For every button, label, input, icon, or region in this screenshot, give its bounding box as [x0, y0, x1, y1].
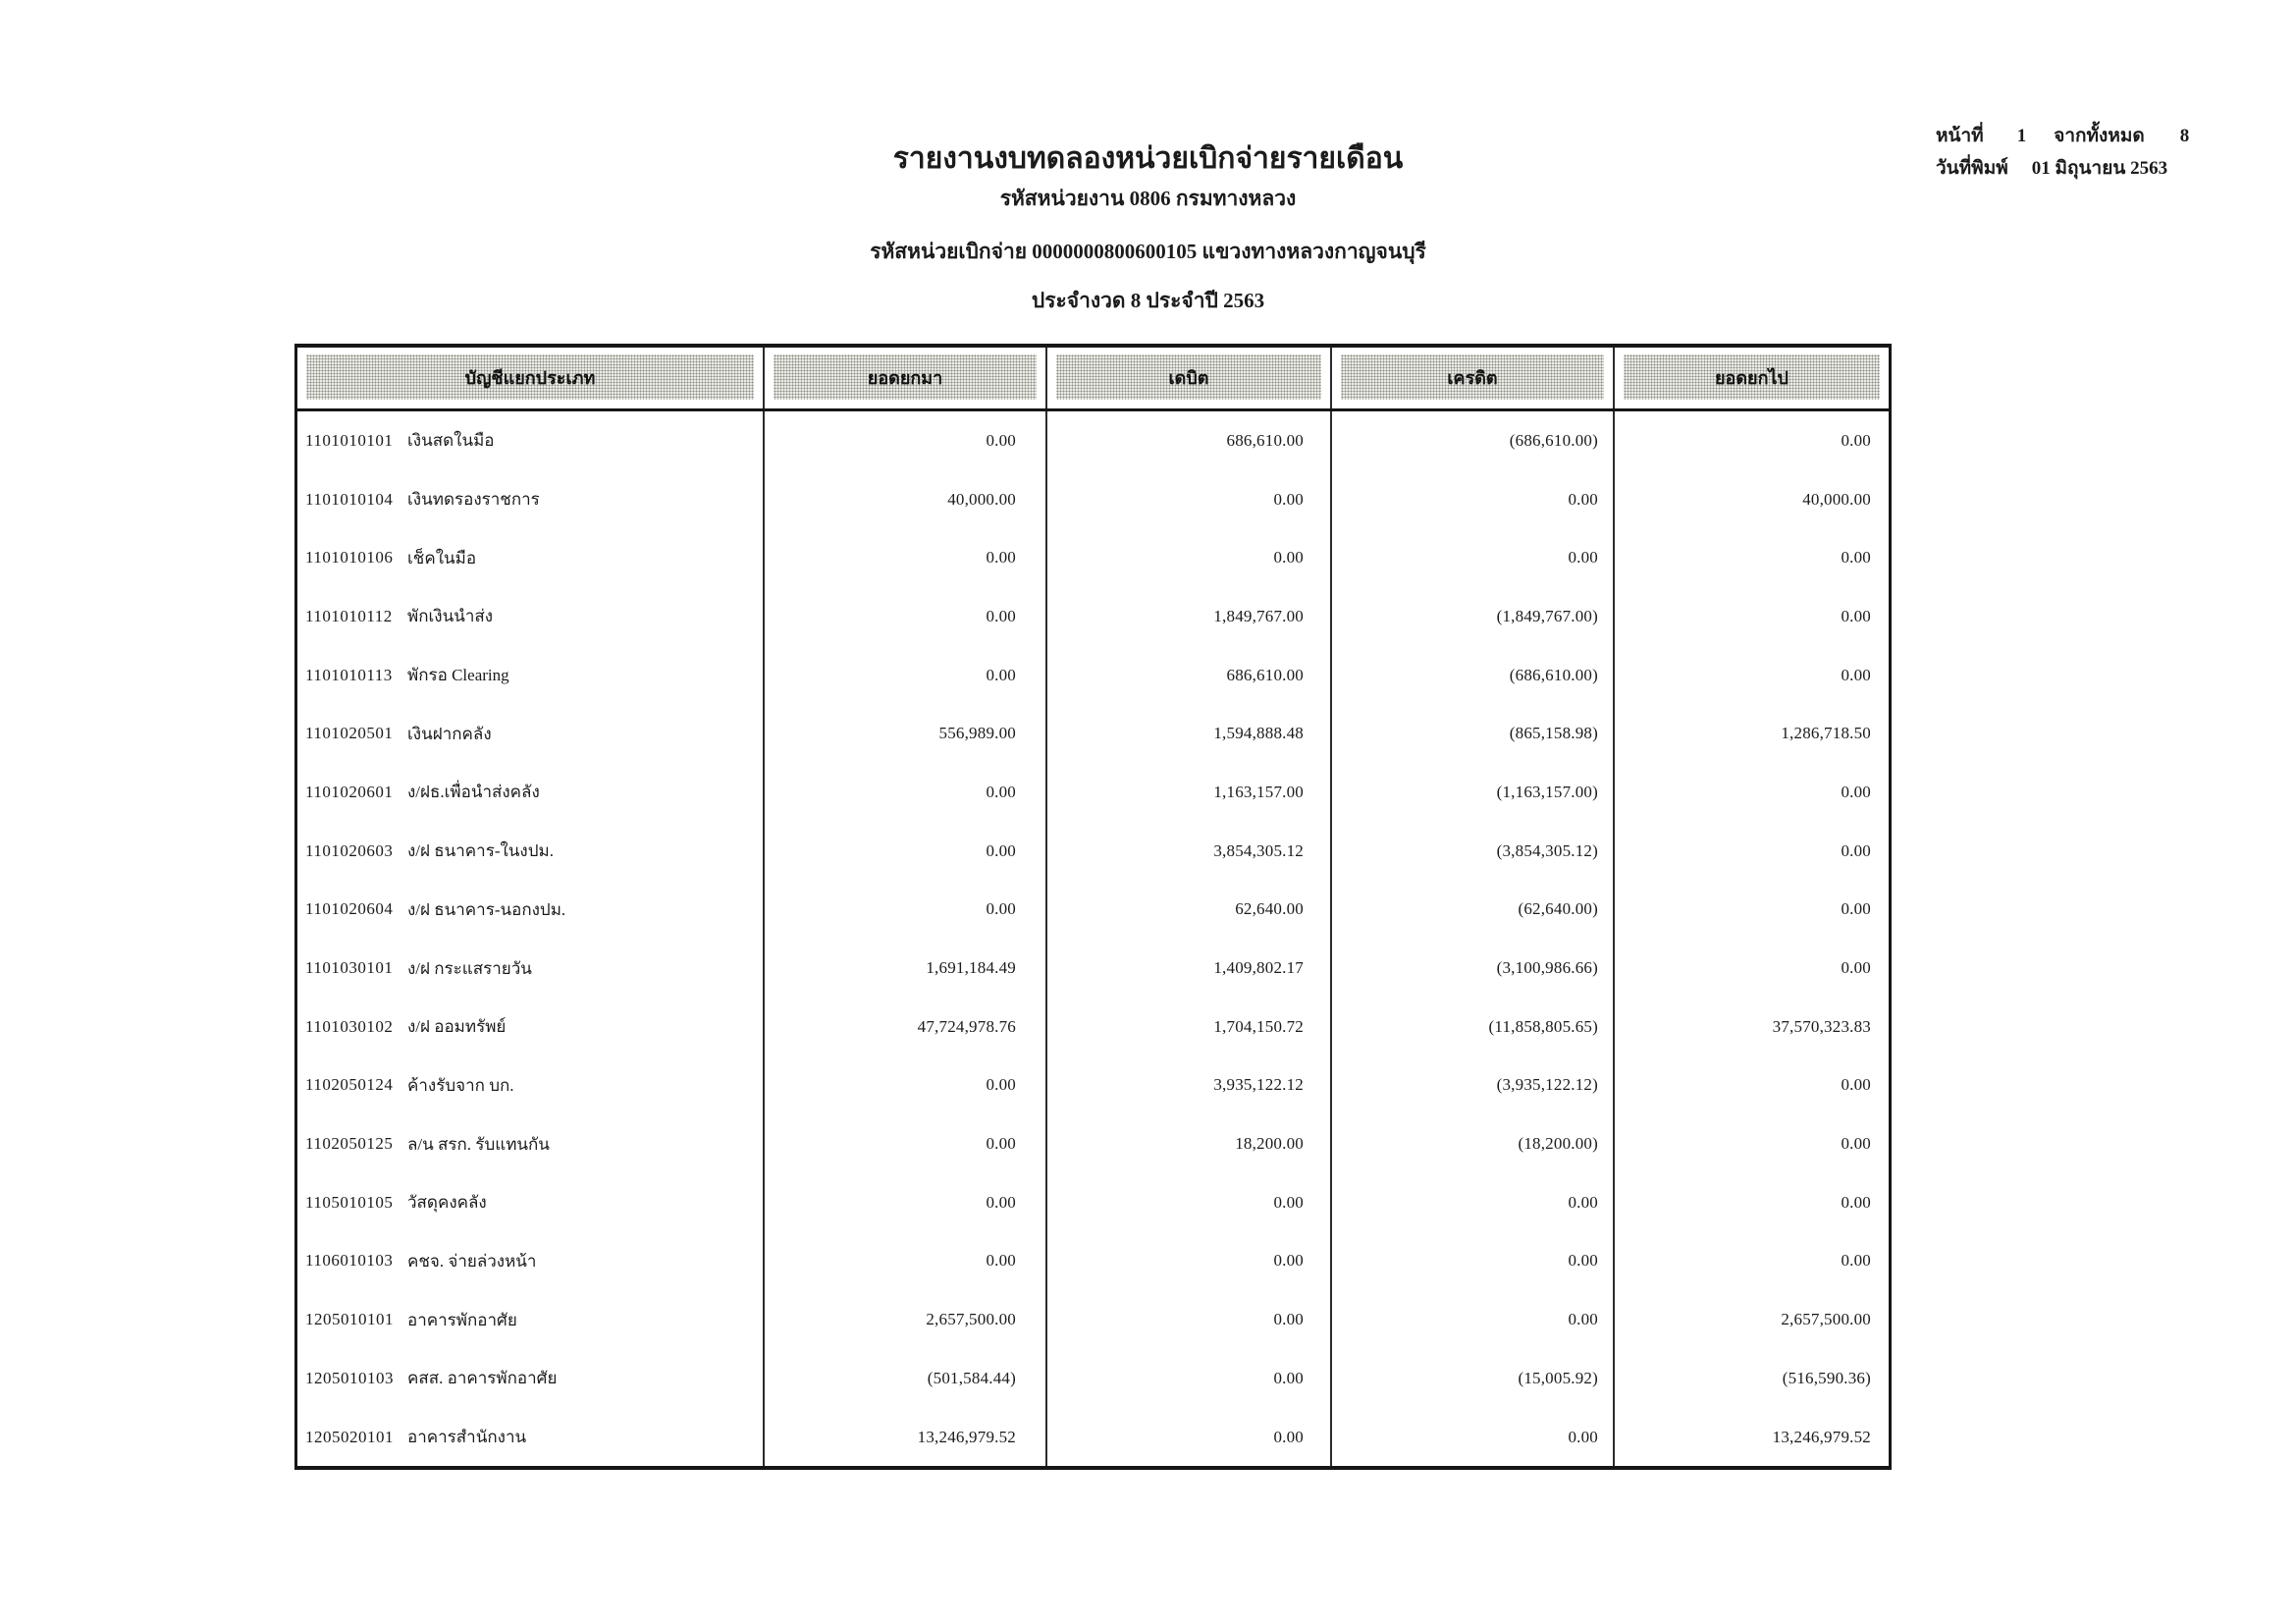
credit-cell: (3,935,122.12)	[1330, 1056, 1613, 1115]
credit-cell: (1,163,157.00)	[1330, 763, 1613, 822]
account-name: ง/ฝธ.เพื่อนำส่งคลัง	[407, 783, 540, 802]
account-code: 1101020601	[305, 782, 394, 801]
account-code: 1102050125	[305, 1134, 394, 1154]
account-name: อาคารพักอาศัย	[407, 1310, 517, 1329]
account-cell	[297, 881, 763, 940]
account-code: 1101030101	[305, 958, 394, 978]
credit-cell: 0.00	[1330, 528, 1613, 587]
opening-balance-cell: (501,584.44)	[763, 1349, 1045, 1408]
table-header	[297, 348, 1889, 411]
closing-balance-cell: 0.00	[1613, 646, 1889, 705]
opening-balance-cell: 0.00	[763, 822, 1045, 881]
account-name: ง/ฝ ธนาคาร-นอกงปม.	[407, 899, 566, 919]
opening-balance-cell: 0.00	[763, 528, 1045, 587]
credit-cell: (15,005.92)	[1330, 1349, 1613, 1408]
account-name: ค้างรับจาก บก.	[407, 1075, 514, 1095]
credit-cell: (686,610.00)	[1330, 411, 1613, 470]
credit-cell: (686,610.00)	[1330, 646, 1613, 705]
credit-cell: (18,200.00)	[1330, 1114, 1613, 1173]
page-title: รายงานงบทดลองหน่วยเบิกจ่ายรายเดือน	[892, 142, 1404, 175]
table-row	[297, 704, 1889, 763]
column-header-account-label: บัญชีแยกประเภท	[306, 354, 754, 400]
credit-cell: 0.00	[1330, 1173, 1613, 1232]
credit-cell: (3,854,305.12)	[1330, 822, 1613, 881]
account-code: 1105010105	[305, 1192, 394, 1212]
opening-balance-cell: 0.00	[763, 646, 1045, 705]
account-cell	[297, 822, 763, 881]
closing-balance-cell: 40,000.00	[1613, 470, 1889, 529]
agency-code-line: รหัสหน่วยงาน 0806 กรมทางหลวง	[999, 187, 1297, 210]
account-name: อาคารสำนักงาน	[407, 1428, 527, 1447]
debit-cell: 0.00	[1045, 1232, 1330, 1291]
closing-balance-cell: 0.00	[1613, 939, 1889, 998]
account-name: พักรอ Clearing	[407, 666, 509, 685]
closing-balance-cell: 0.00	[1613, 822, 1889, 881]
account-name: ง/ฝ ออมทรัพย์	[407, 1017, 507, 1037]
account-cell	[297, 1056, 763, 1115]
account-name: ล/น สรก. รับแทนกัน	[407, 1134, 550, 1154]
account-cell	[297, 1290, 763, 1349]
page-number-value: 1	[2016, 126, 2027, 146]
account-name: เช็คในมือ	[407, 548, 477, 568]
debit-cell: 62,640.00	[1045, 881, 1330, 940]
account-code: 1106010103	[305, 1251, 394, 1271]
closing-balance-cell: 2,657,500.00	[1613, 1290, 1889, 1349]
disbursement-unit-line: รหัสหน่วยเบิกจ่าย 0000000800600105 แขวงทางหลวงกาญจนบุรี	[870, 240, 1426, 263]
debit-cell: 3,854,305.12	[1045, 822, 1330, 881]
table-row	[297, 1114, 1889, 1173]
print-date-label: วันที่พิมพ์	[1936, 158, 2008, 179]
closing-balance-cell: 0.00	[1613, 1114, 1889, 1173]
table-row	[297, 646, 1889, 705]
debit-cell: 1,409,802.17	[1045, 939, 1330, 998]
account-code: 1102050124	[305, 1075, 394, 1095]
table-row	[297, 1232, 1889, 1291]
table-row	[297, 998, 1889, 1056]
closing-balance-cell: 0.00	[1613, 1056, 1889, 1115]
debit-cell: 1,163,157.00	[1045, 763, 1330, 822]
account-code: 1101010104	[305, 489, 394, 509]
account-cell	[297, 939, 763, 998]
debit-cell: 0.00	[1045, 1349, 1330, 1408]
account-code: 1101010113	[305, 665, 393, 684]
closing-balance-cell: 0.00	[1613, 1173, 1889, 1232]
table-row	[297, 881, 1889, 940]
account-cell	[297, 1173, 763, 1232]
opening-balance-cell: 0.00	[763, 1056, 1045, 1115]
account-code: 1101020604	[305, 899, 394, 919]
account-cell	[297, 587, 763, 646]
column-header-account	[297, 348, 763, 408]
account-name: ง/ฝ ธนาคาร-ในงปม.	[407, 841, 554, 861]
opening-balance-cell: 0.00	[763, 411, 1045, 470]
account-name: คสส. อาคารพักอาศัย	[407, 1369, 558, 1388]
column-header-credit	[1330, 348, 1613, 408]
opening-balance-cell: 0.00	[763, 763, 1045, 822]
credit-cell: 0.00	[1330, 470, 1613, 529]
opening-balance-cell: 13,246,979.52	[763, 1408, 1045, 1467]
table-row	[297, 939, 1889, 998]
account-cell	[297, 411, 763, 470]
closing-balance-cell: 0.00	[1613, 763, 1889, 822]
page-info-block	[1936, 120, 2189, 185]
account-code: 1101010112	[305, 606, 393, 625]
account-name: เงินทดรองราชการ	[407, 490, 540, 510]
print-date-row	[1936, 152, 2189, 185]
table-body	[297, 411, 1889, 1466]
debit-cell: 686,610.00	[1045, 646, 1330, 705]
account-cell	[297, 1408, 763, 1467]
total-pages-value: 8	[2179, 126, 2190, 146]
column-header-debit-label: เดบิต	[1056, 354, 1321, 400]
debit-cell: 18,200.00	[1045, 1114, 1330, 1173]
debit-cell: 0.00	[1045, 1173, 1330, 1232]
debit-cell: 0.00	[1045, 528, 1330, 587]
credit-cell: 0.00	[1330, 1232, 1613, 1291]
closing-balance-cell: 0.00	[1613, 528, 1889, 587]
account-cell	[297, 1349, 763, 1408]
table-row	[297, 1290, 1889, 1349]
column-header-credit-label: เครดิต	[1341, 354, 1604, 400]
table-row	[297, 763, 1889, 822]
account-cell	[297, 998, 763, 1056]
opening-balance-cell: 0.00	[763, 587, 1045, 646]
account-code: 1101030102	[305, 1016, 394, 1036]
account-code: 1205020101	[305, 1427, 394, 1446]
account-code: 1101010106	[305, 548, 394, 568]
account-cell	[297, 1114, 763, 1173]
table-row	[297, 587, 1889, 646]
table-row	[297, 528, 1889, 587]
account-cell	[297, 528, 763, 587]
closing-balance-cell: 13,246,979.52	[1613, 1408, 1889, 1467]
table-row	[297, 411, 1889, 470]
debit-cell: 1,849,767.00	[1045, 587, 1330, 646]
account-cell	[297, 704, 763, 763]
opening-balance-cell: 2,657,500.00	[763, 1290, 1045, 1349]
period-line: ประจำงวด 8 ประจำปี 2563	[1031, 289, 1265, 312]
table-row	[297, 822, 1889, 881]
total-pages-label: จากทั้งหมด	[2054, 126, 2145, 146]
closing-balance-cell: 0.00	[1613, 411, 1889, 470]
opening-balance-cell: 0.00	[763, 1232, 1045, 1291]
debit-cell: 0.00	[1045, 1408, 1330, 1467]
account-name: คชจ. จ่ายล่วงหน้า	[407, 1251, 537, 1271]
account-cell	[297, 646, 763, 705]
closing-balance-cell: 37,570,323.83	[1613, 998, 1889, 1056]
column-header-closing-balance-label: ยอดยกไป	[1624, 354, 1880, 400]
closing-balance-cell: 0.00	[1613, 881, 1889, 940]
account-code: 1101020501	[305, 724, 394, 743]
page-number-label: หน้าที่	[1936, 126, 1984, 146]
column-header-debit	[1045, 348, 1330, 408]
credit-cell: (1,849,767.00)	[1330, 587, 1613, 646]
opening-balance-cell: 47,724,978.76	[763, 998, 1045, 1056]
table-row	[297, 1173, 1889, 1232]
opening-balance-cell: 1,691,184.49	[763, 939, 1045, 998]
opening-balance-cell: 0.00	[763, 1114, 1045, 1173]
closing-balance-cell: 1,286,718.50	[1613, 704, 1889, 763]
page-number-row	[1936, 120, 2189, 152]
column-header-opening-balance	[763, 348, 1045, 408]
table-row	[297, 470, 1889, 529]
account-code: 1101010101	[305, 430, 394, 450]
table-row	[297, 1349, 1889, 1408]
account-cell	[297, 763, 763, 822]
account-code: 1205010103	[305, 1368, 394, 1387]
column-header-opening-balance-label: ยอดยกมา	[774, 354, 1037, 400]
account-cell	[297, 470, 763, 529]
opening-balance-cell: 0.00	[763, 881, 1045, 940]
credit-cell: 0.00	[1330, 1290, 1613, 1349]
closing-balance-cell: 0.00	[1613, 1232, 1889, 1291]
print-date-value: 01 มิถุนายน 2563	[2031, 158, 2168, 179]
account-name: เงินฝากคลัง	[407, 724, 492, 743]
account-name: ง/ฝ กระแสรายวัน	[407, 958, 532, 978]
credit-cell: 0.00	[1330, 1408, 1613, 1467]
opening-balance-cell: 0.00	[763, 1173, 1045, 1232]
table-row	[297, 1408, 1889, 1467]
credit-cell: (62,640.00)	[1330, 881, 1613, 940]
debit-cell: 1,704,150.72	[1045, 998, 1330, 1056]
debit-cell: 0.00	[1045, 470, 1330, 529]
debit-cell: 1,594,888.48	[1045, 704, 1330, 763]
account-cell	[297, 1232, 763, 1291]
credit-cell: (11,858,805.65)	[1330, 998, 1613, 1056]
column-header-closing-balance	[1613, 348, 1889, 408]
credit-cell: (865,158.98)	[1330, 704, 1613, 763]
opening-balance-cell: 40,000.00	[763, 470, 1045, 529]
credit-cell: (3,100,986.66)	[1330, 939, 1613, 998]
opening-balance-cell: 556,989.00	[763, 704, 1045, 763]
debit-cell: 0.00	[1045, 1290, 1330, 1349]
closing-balance-cell: 0.00	[1613, 587, 1889, 646]
ledger-table	[294, 344, 1892, 1470]
account-name: พักเงินนำส่ง	[407, 607, 494, 626]
account-name: เงินสดในมือ	[407, 431, 495, 451]
account-code: 1101020603	[305, 840, 394, 860]
closing-balance-cell: (516,590.36)	[1613, 1349, 1889, 1408]
debit-cell: 3,935,122.12	[1045, 1056, 1330, 1115]
table-row	[297, 1056, 1889, 1115]
account-code: 1205010101	[305, 1310, 394, 1329]
debit-cell: 686,610.00	[1045, 411, 1330, 470]
account-name: วัสดุคงคลัง	[407, 1193, 487, 1213]
